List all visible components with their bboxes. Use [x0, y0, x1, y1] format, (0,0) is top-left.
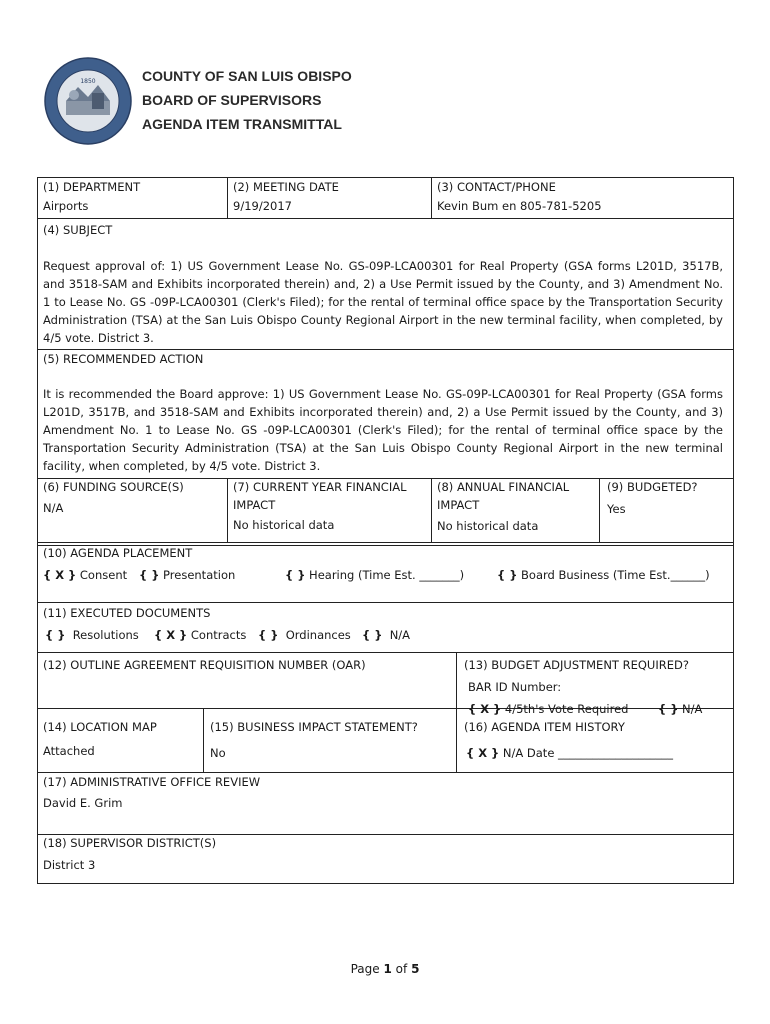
admin-review-value: David E. Grim	[43, 796, 123, 810]
meeting-date-label: (2) MEETING DATE	[233, 180, 339, 194]
executed-ordinances-mark: { }	[258, 628, 279, 642]
budgeted-label: (9) BUDGETED?	[607, 480, 698, 494]
department-value: Airports	[43, 199, 89, 213]
executed-contracts	[154, 628, 246, 643]
annual-impact-label: (8) ANNUAL FINANCIAL	[437, 480, 570, 494]
executed-ordinances-text: Ordinances	[285, 628, 351, 642]
agenda-history-label: (16) AGENDA ITEM HISTORY	[464, 720, 625, 734]
page-number	[0, 962, 770, 976]
current-year-impact-label: (7) CURRENT YEAR FINANCIAL	[233, 480, 407, 494]
placement-hearing-mark: { }	[285, 568, 306, 582]
meeting-date-value: 9/19/2017	[233, 199, 292, 213]
placement-board-business-mark: { }	[497, 568, 518, 582]
location-map-label: (14) LOCATION MAP	[43, 720, 157, 734]
annual-impact-label-2: IMPACT	[437, 498, 480, 512]
current-year-impact-value: No historical data	[233, 518, 335, 532]
recommended-action-text: It is recommended the Board approve: 1) US Government Lease No. GS-09P-LCA00301 for Real Property (GSA forms L201D, 3517B, and 3518-SAM and Exhibits incorporated therein) and, 2) a Use Permit issued by the County, and 3) Amendment No. 1 to Lease No. GS -09P-LCA00301 (Clerk's Filed); for the rental of terminal office space by the Transportation Security Administration (TSA) at the San Luis Obispo County Regional Airport in the new terminal facility, when completed, by 4/5 vote. District 3.	[43, 387, 723, 473]
current-year-impact-label-2: IMPACT	[233, 498, 276, 512]
executed-resolutions	[45, 628, 139, 643]
county-seal-logo	[44, 57, 132, 145]
budget-vote-text: 4/5th's Vote Required	[504, 702, 629, 716]
placement-board-business-text: Board Business (Time Est.______)	[521, 568, 710, 582]
budgeted-value: Yes	[607, 502, 626, 516]
header-board: BOARD OF SUPERVISORS	[142, 92, 322, 108]
executed-na-mark: { }	[362, 628, 383, 642]
placement-hearing	[285, 568, 464, 583]
placement-presentation	[139, 568, 235, 583]
recommended-action-label: (5) RECOMMENDED ACTION	[43, 352, 204, 366]
budget-na-mark: { }	[658, 702, 679, 716]
budget-adjustment-label: (13) BUDGET ADJUSTMENT REQUIRED?	[464, 658, 689, 672]
annual-impact-value: No historical data	[437, 519, 539, 533]
page-of-word: of	[395, 962, 408, 976]
header-transmittal: AGENDA ITEM TRANSMITTAL	[142, 116, 342, 132]
admin-review-label: (17) ADMINISTRATIVE OFFICE REVIEW	[43, 775, 261, 789]
agenda-history-text: N/A Date ____________________	[502, 746, 674, 760]
placement-presentation-text: Presentation	[163, 568, 236, 582]
page-word: Page	[350, 962, 380, 976]
agenda-history-value	[466, 746, 673, 761]
budget-vote-mark: { X }	[468, 702, 502, 716]
executed-na	[362, 628, 410, 643]
placement-hearing-text: Hearing (Time Est. _______)	[309, 568, 465, 582]
executed-na-text: N/A	[389, 628, 411, 642]
placement-consent	[43, 568, 127, 583]
placement-consent-text: Consent	[79, 568, 128, 582]
transmittal-form	[37, 177, 734, 884]
placement-presentation-mark: { }	[139, 568, 160, 582]
executed-ordinances	[258, 628, 351, 643]
header-county: COUNTY OF SAN LUIS OBISPO	[142, 68, 352, 84]
contact-value: Kevin Bum en 805-781-5205	[437, 199, 602, 213]
page-current: 1	[383, 962, 392, 976]
budget-vote-required	[468, 702, 628, 717]
executed-resolutions-text: Resolutions	[72, 628, 139, 642]
supervisor-district-value: District 3	[43, 858, 96, 872]
contact-label: (3) CONTACT/PHONE	[437, 180, 556, 194]
department-label: (1) DEPARTMENT	[43, 180, 141, 194]
placement-consent-mark: { X }	[43, 568, 77, 582]
subject-text: Request approval of: 1) US Government Lease No. GS-09P-LCA00301 for Real Property (GSA forms L201D, 3517B, and 3518-SAM and Exhibits incorporated therein) and, 2) a Use Permit issued by the County, and 3) Amendment No. 1 to Lease No. GS -09P-LCA00301 (Clerk's Filed); for the rental of terminal office space by the Transportation Security Administration (TSA) at the San Luis Obispo County Regional Airport in the new terminal facility, when completed, by 4/5 vote. District 3.	[43, 259, 723, 345]
agenda-placement-label: (10) AGENDA PLACEMENT	[43, 546, 193, 560]
executed-documents-label: (11) EXECUTED DOCUMENTS	[43, 606, 211, 620]
bar-id-label: BAR ID Number:	[468, 680, 562, 694]
business-impact-label: (15) BUSINESS IMPACT STATEMENT?	[210, 720, 418, 734]
executed-resolutions-mark: { }	[45, 628, 66, 642]
seal-year: 1850	[80, 78, 96, 85]
executed-contracts-mark: { X }	[154, 628, 188, 642]
funding-source-label: (6) FUNDING SOURCE(S)	[43, 480, 184, 494]
supervisor-district-label: (18) SUPERVISOR DISTRICT(S)	[43, 836, 217, 850]
business-impact-value: No	[210, 746, 226, 760]
location-map-value: Attached	[43, 744, 95, 758]
oar-label: (12) OUTLINE AGREEMENT REQUISITION NUMBER (OAR)	[43, 658, 366, 672]
funding-source-value: N/A	[43, 501, 64, 515]
executed-contracts-text: Contracts	[190, 628, 247, 642]
budget-na-text: N/A	[682, 702, 703, 716]
budget-na	[658, 702, 702, 717]
placement-board-business	[497, 568, 710, 583]
subject-label: (4) SUBJECT	[43, 223, 113, 237]
agenda-history-mark: { X }	[466, 746, 500, 760]
page-total: 5	[411, 962, 420, 976]
